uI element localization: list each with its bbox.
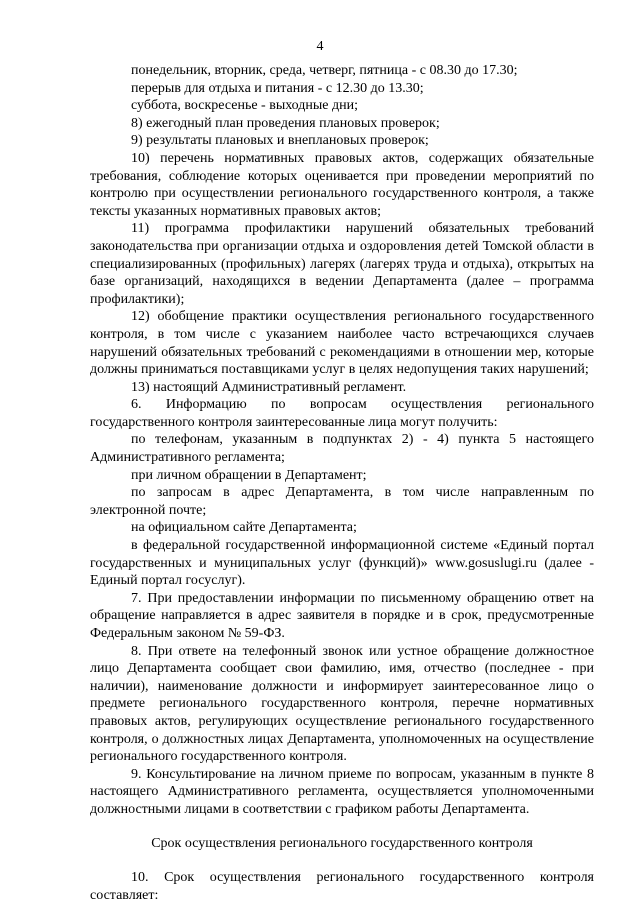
paragraph-gosuslugi-portal: в федеральной государственной информационной системе «Единый портал государственных и муниципальных услуг (функций)» www.gosuslugi.ru (далее - Единый портал госуслуг). <box>90 538 594 589</box>
paragraph-item-10: 10) перечень нормативных правовых актов, содержащих обязательные требования, соблюдение которых оценивается при проведении мероприятий по контролю при осуществлении регионального государственного контроля, а также тексты указанных нормативных правовых актов; <box>90 150 594 219</box>
paragraph-clause-9: 9. Консультирование на личном приеме по вопросам, указанным в пункте 8 настоящего Административного регламента, осуществляется уполномоченными должностными лицами в соответствии с графиком работы Департамента. <box>90 766 594 817</box>
paragraph-clause-7: 7. При предоставлении информации по письменному обращению ответ на обращение направляется в адрес заявителя в порядке и в срок, предусмотренные Федеральным законом № 59-ФЗ. <box>90 590 594 641</box>
paragraph-item-13: 13) настоящий Административный регламент. <box>131 379 407 395</box>
paragraph-in-person: при личном обращении в Департамент; <box>131 467 367 483</box>
paragraph-schedule-weekdays: понедельник, вторник, среда, четверг, пятница - с 08.30 до 17.30; <box>131 63 518 78</box>
section-heading: Срок осуществления регионального государственного контроля <box>151 835 533 851</box>
paragraph-by-request: по запросам в адрес Департамента, в том числе направленным по электронной почте; <box>90 485 594 518</box>
paragraph-item-12: 12) обобщение практики осуществления регионального государственного контроля, в том числе с указанием наиболее часто встречающихся случаев нарушений обязательных требований с рекомендациями в отношении мер, которые должны приниматься поставщиками услуг в целях недопущения таких нарушений; <box>90 309 594 378</box>
paragraph-by-phone: по телефонам, указанным в подпунктах 2) - 4) пункта 5 настоящего Административного регламента; <box>90 432 594 466</box>
paragraph-item-8: 8) ежегодный план проведения плановых проверок; <box>131 115 440 131</box>
document-body <box>90 62 594 904</box>
paragraph-item-11: 11) программа профилактики нарушений обязательных требований законодательства при организации отдыха и оздоровления детей Томской области в специализированных (профильных) лагерях (лагерях труда и отдыха), открытых на базе организаций, находящихся в ведении Департамента (далее – программа профилактики); <box>90 221 594 307</box>
paragraph-clause-10: 10. Срок осуществления регионального государственного контроля составляет: <box>90 870 594 903</box>
paragraph-clause-6: 6. Информацию по вопросам осуществления регионального государственного контроля заинтересованные лица могут получить: <box>90 397 594 430</box>
paragraph-schedule-weekend: суббота, воскресенье - выходные дни; <box>131 98 359 114</box>
paragraph-official-site: на официальном сайте Департамента; <box>131 520 357 536</box>
page-number: 4 <box>316 39 324 54</box>
paragraph-item-9: 9) результаты плановых и внеплановых проверок; <box>131 133 429 149</box>
paragraph-schedule-break: перерыв для отдыха и питания - с 12.30 до 13.30; <box>131 80 424 96</box>
paragraph-clause-8: 8. При ответе на телефонный звонок или устное обращение должностное лицо Департамента сообщает свои фамилию, имя, отчество (последнее - при наличии), наименование должности и информирует заинтересованное лицо о предмете регионального государственного контроля, перечне нормативных правовых актов, регулирующих осуществление регионального государственного контроля, о должностных лицах Департамента, уполномоченных на осуществление регионального государственного контроля. <box>90 643 594 765</box>
